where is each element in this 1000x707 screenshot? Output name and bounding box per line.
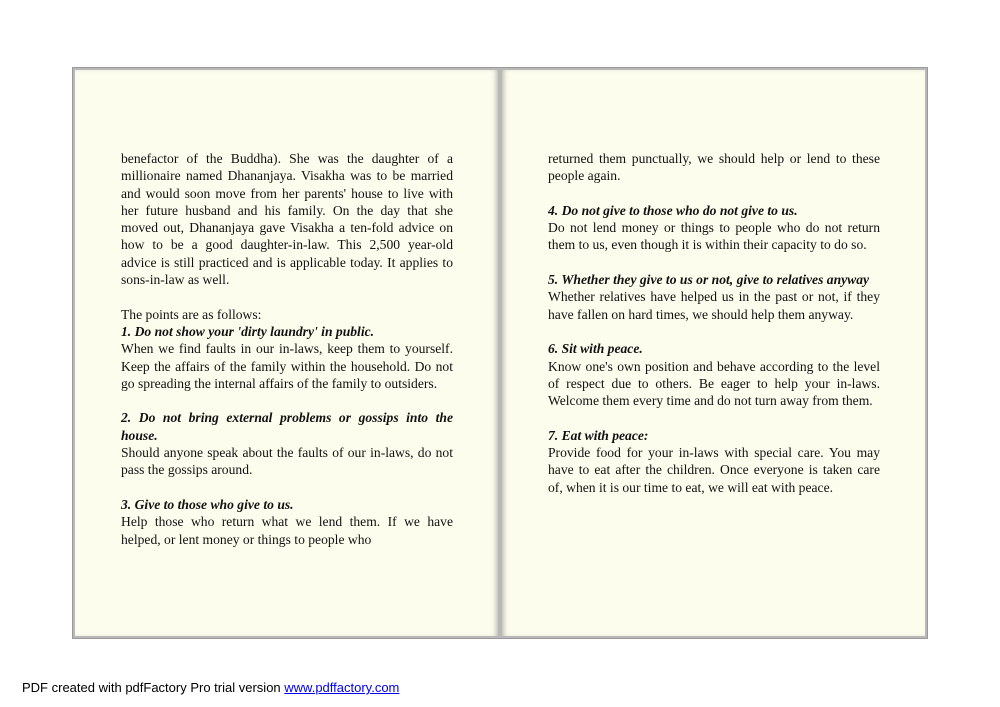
footer-text: PDF created with pdfFactory Pro trial version <box>22 680 285 695</box>
points-intro: The points are as follows: <box>121 306 262 322</box>
book-spread <box>72 67 928 639</box>
point-3-title: 3. Give to those who give to us. <box>121 496 294 512</box>
point-3-body: Help those who return what we lend them. If we have helped, or lent money or things to people who <box>121 514 453 547</box>
pdf-footer <box>22 680 399 695</box>
point-1-title: 1. Do not show your 'dirty laundry' in public. <box>121 323 375 339</box>
point-5-title: 5. Whether they give to us or not, give to relatives anyway <box>548 272 870 288</box>
right-page-text <box>548 150 880 496</box>
point-2-body: Should anyone speak about the faults of our in-laws, do not pass the gossips around. <box>121 445 453 478</box>
point-6-title: 6. Sit with peace. <box>548 341 643 357</box>
point-6-body: Know one's own position and behave according to the level of respect due to others. Be eager to help your in-laws. Welcome them every time and do not turn away from them. <box>548 358 880 409</box>
left-page <box>75 70 498 636</box>
left-page-text <box>121 150 453 548</box>
right-page <box>502 70 925 636</box>
point-2-title: 2. Do not bring external problems or gossips into the house. <box>121 410 453 443</box>
point-7-title: 7. Eat with peace: <box>548 427 649 443</box>
point-1-body: When we find faults in our in-laws, keep them to yourself. Keep the affairs of the family within the household. Do not go spreading the internal affairs of the family to outsiders. <box>121 341 453 391</box>
point-5-body: Whether relatives have helped us in the past or not, if they have fallen on hard times, we should help them anyway. <box>548 289 880 322</box>
intro-paragraph: benefactor of the Buddha). She was the daughter of a millionaire named Dhananjaya. Visakha was to be married and would soon move from her parents' house to live with her future husband and his family. On the day that she moved out, Dhananjaya gave Visakha a ten-fold advice on how to be a good daughter-in-law. This 2,500 year-old advice is still practiced and is applicable today. It applies to sons-in-law as well. <box>121 151 453 288</box>
point-4-title: 4. Do not give to those who do not give to us. <box>548 202 798 218</box>
continuation-paragraph: returned them punctually, we should help or lend to these people again. <box>548 151 880 184</box>
pdffactory-link[interactable]: www.pdffactory.com <box>284 680 400 695</box>
point-7-body: Provide food for your in-laws with special care. You may have to eat after the children. Once everyone is taken care of, when it is our time to eat, we will eat with peace. <box>548 445 880 495</box>
point-4-body: Do not lend money or things to people who do not return them to us, even though it is within their capacity to do so. <box>548 220 880 253</box>
